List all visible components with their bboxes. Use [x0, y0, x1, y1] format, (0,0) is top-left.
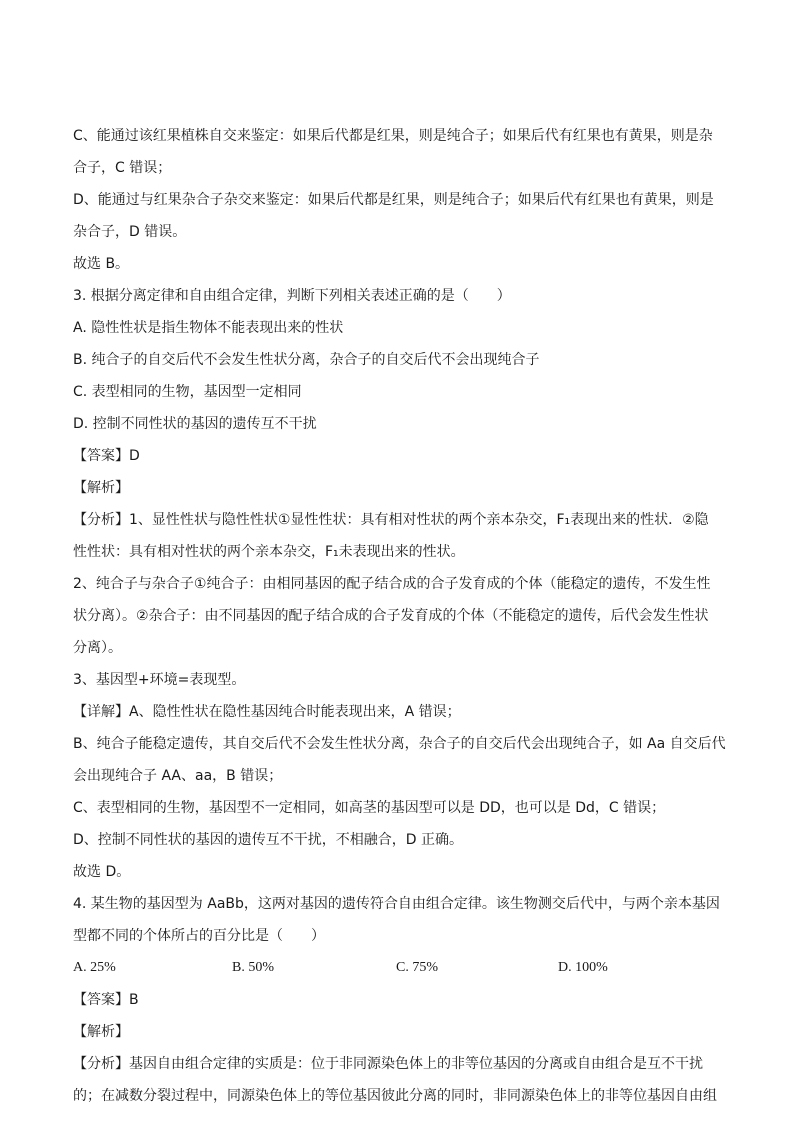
analysis-label: 【解析】: [73, 480, 129, 496]
text-line: B、纯合子能稳定遗传，其自交后代不会发生性状分离，杂合子的自交后代会出现纯合子，如 Aa 自交后代: [73, 736, 726, 752]
question-4-option-b: B. 50%: [232, 960, 274, 975]
text-line: 的；在减数分裂过程中，同源染色体上的等位基因彼此分离的同时，非同源染色体上的非等位基因自由组: [73, 1088, 717, 1104]
question-4-stem: 型都不同的个体所占的百分比是（ ）: [73, 928, 325, 944]
question-4-option-d: D. 100%: [558, 960, 608, 975]
text-line: 故选 B。: [73, 256, 130, 272]
text-line: 【详解】A、隐性性状在隐性基因纯合时能表现出来，A 错误；: [73, 704, 461, 720]
question-4-option-c: C. 75%: [396, 960, 438, 975]
text-line: 【分析】基因自由组合定律的实质是：位于非同源染色体上的非等位基因的分离或自由组合是互不干扰: [73, 1056, 703, 1072]
text-line: C、表型相同的生物，基因型不一定相同，如高茎的基因型可以是 DD，也可以是 Dd，C 错误；: [73, 800, 666, 816]
text-line: D、能通过与红果杂合子杂交来鉴定：如果后代都是红果，则是纯合子；如果后代有红果也有黄果，则是: [73, 192, 714, 208]
question-3-option-b: B. 纯合子的自交后代不会发生性状分离，杂合子的自交后代不会出现纯合子: [73, 352, 540, 368]
analysis-label: 【解析】: [73, 1024, 129, 1040]
question-4-stem: 4. 某生物的基因型为 AaBb，这两对基因的遗传符合自由组合定律。该生物测交后代中，与两个亲本基因: [73, 896, 720, 912]
question-3-stem: 3. 根据分离定律和自由组合定律，判断下列相关表述正确的是（ ）: [73, 288, 511, 304]
question-3-option-a: A. 隐性性状是指生物体不能表现出来的性状: [73, 320, 344, 336]
text-line: 【分析】1、显性性状与隐性性状①显性性状：具有相对性状的两个亲本杂交，F₁表现出来的性状．②隐: [73, 512, 709, 528]
text-line: 会出现纯合子 AA、aa，B 错误；: [73, 768, 283, 784]
text-line: D、控制不同性状的基因的遗传互不干扰，不相融合，D 正确。: [73, 832, 464, 848]
answer-label: 【答案】B: [73, 992, 139, 1008]
text-line: 3、基因型+环境=表现型。: [73, 672, 246, 688]
text-line: C、能通过该红果植株自交来鉴定：如果后代都是红果，则是纯合子；如果后代有红果也有黄果，则是杂: [73, 128, 713, 144]
text-line: 合子，C 错误；: [73, 160, 172, 176]
answer-label: 【答案】D: [73, 448, 140, 464]
question-3-option-c: C. 表型相同的生物，基因型一定相同: [73, 384, 302, 400]
text-line: 状分离）。②杂合子：由不同基因的配子结合成的合子发育成的个体（不能稳定的遗传，后代会发生性状: [73, 608, 709, 624]
question-4-option-a: A. 25%: [73, 960, 116, 975]
text-line: 杂合子，D 错误。: [73, 224, 187, 240]
question-3-option-d: D. 控制不同性状的基因的遗传互不干扰: [73, 416, 317, 432]
text-line: 故选 D。: [73, 864, 131, 880]
text-line: 分离）。: [73, 640, 122, 656]
text-line: 2、纯合子与杂合子①纯合子：由相同基因的配子结合成的合子发育成的个体（能稳定的遗传，不发生性: [73, 576, 711, 592]
text-line: 性性状：具有相对性状的两个亲本杂交，F₁未表现出来的性状。: [73, 544, 465, 560]
